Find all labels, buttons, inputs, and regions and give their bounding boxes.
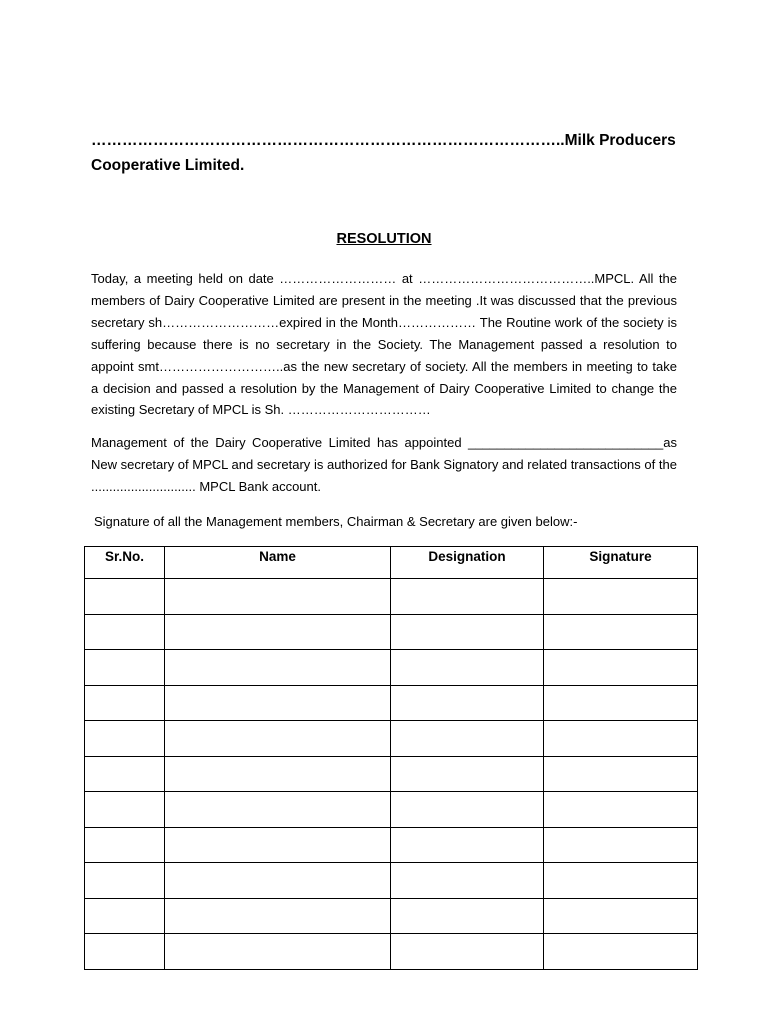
column-header-srno: Sr.No.	[85, 547, 165, 579]
signature-cell	[544, 579, 698, 615]
resolution-paragraph-1: Today, a meeting held on date ……………………… at …………………………………..MPCL. All the members of Dairy Cooperative Limited are present in the meeting .It was discussed that the previous secretary sh………………………expired in the Month……………… The Routine work of the society is suffering because there is no secretary in the Society. The Management passed a resolution to appoint smt………………………..as the new secretary of society. All the members in meeting to take a decision and passed a resolution by the Management of Dairy Cooperative Limited to change the existing Secretary of MPCL is Sh. ……………………………	[91, 271, 677, 418]
signature-table-body	[85, 579, 698, 970]
signature-cell	[544, 650, 698, 686]
designation-cell	[391, 685, 544, 721]
designation-cell	[391, 827, 544, 863]
signature-cell	[544, 863, 698, 899]
column-header-designation: Designation	[391, 547, 544, 579]
name-cell	[165, 614, 391, 650]
table-row	[85, 934, 698, 970]
name-cell	[165, 898, 391, 934]
name-cell	[165, 792, 391, 828]
srno-cell	[85, 792, 165, 828]
table-row	[85, 579, 698, 615]
designation-cell	[391, 756, 544, 792]
designation-cell	[391, 898, 544, 934]
table-row	[85, 898, 698, 934]
table-row	[85, 685, 698, 721]
column-header-name: Name	[165, 547, 391, 579]
name-cell	[165, 579, 391, 615]
signature-cell	[544, 614, 698, 650]
designation-cell	[391, 934, 544, 970]
name-cell	[165, 827, 391, 863]
srno-cell	[85, 756, 165, 792]
srno-cell	[85, 827, 165, 863]
signature-table-header-row	[85, 547, 698, 579]
table-row	[85, 792, 698, 828]
column-header-signature: Signature	[544, 547, 698, 579]
name-cell	[165, 756, 391, 792]
signature-cell	[544, 685, 698, 721]
srno-cell	[85, 898, 165, 934]
name-cell	[165, 934, 391, 970]
signature-cell	[544, 792, 698, 828]
srno-cell	[85, 685, 165, 721]
signature-cell	[544, 721, 698, 757]
table-row	[85, 650, 698, 686]
designation-cell	[391, 579, 544, 615]
table-row	[85, 756, 698, 792]
designation-cell	[391, 721, 544, 757]
table-row	[85, 863, 698, 899]
srno-cell	[85, 650, 165, 686]
name-cell	[165, 721, 391, 757]
designation-cell	[391, 863, 544, 899]
name-cell	[165, 650, 391, 686]
srno-cell	[85, 721, 165, 757]
signature-cell	[544, 934, 698, 970]
signature-cell	[544, 756, 698, 792]
srno-cell	[85, 614, 165, 650]
page-title: RESOLUTION	[336, 231, 432, 247]
srno-cell	[85, 863, 165, 899]
name-cell	[165, 685, 391, 721]
signature-cell	[544, 827, 698, 863]
srno-cell	[85, 579, 165, 615]
table-row	[85, 614, 698, 650]
signature-table	[84, 546, 698, 970]
table-row	[85, 721, 698, 757]
designation-cell	[391, 650, 544, 686]
name-cell	[165, 863, 391, 899]
srno-cell	[85, 934, 165, 970]
designation-cell	[391, 792, 544, 828]
designation-cell	[391, 614, 544, 650]
table-row	[85, 827, 698, 863]
organization-header: ………………………………………………………………………………..Milk Producers Cooperative Limited.	[91, 132, 676, 174]
signature-cell	[544, 898, 698, 934]
signature-intro: Signature of all the Management members, Chairman & Secretary are given below:-	[94, 514, 578, 529]
resolution-paragraph-2: Management of the Dairy Cooperative Limited has appointed ___________________________as New secretary of MPCL and secretary is authorized for Bank Signatory and related transactions of the ............................. MPCL Bank account.	[91, 435, 677, 494]
